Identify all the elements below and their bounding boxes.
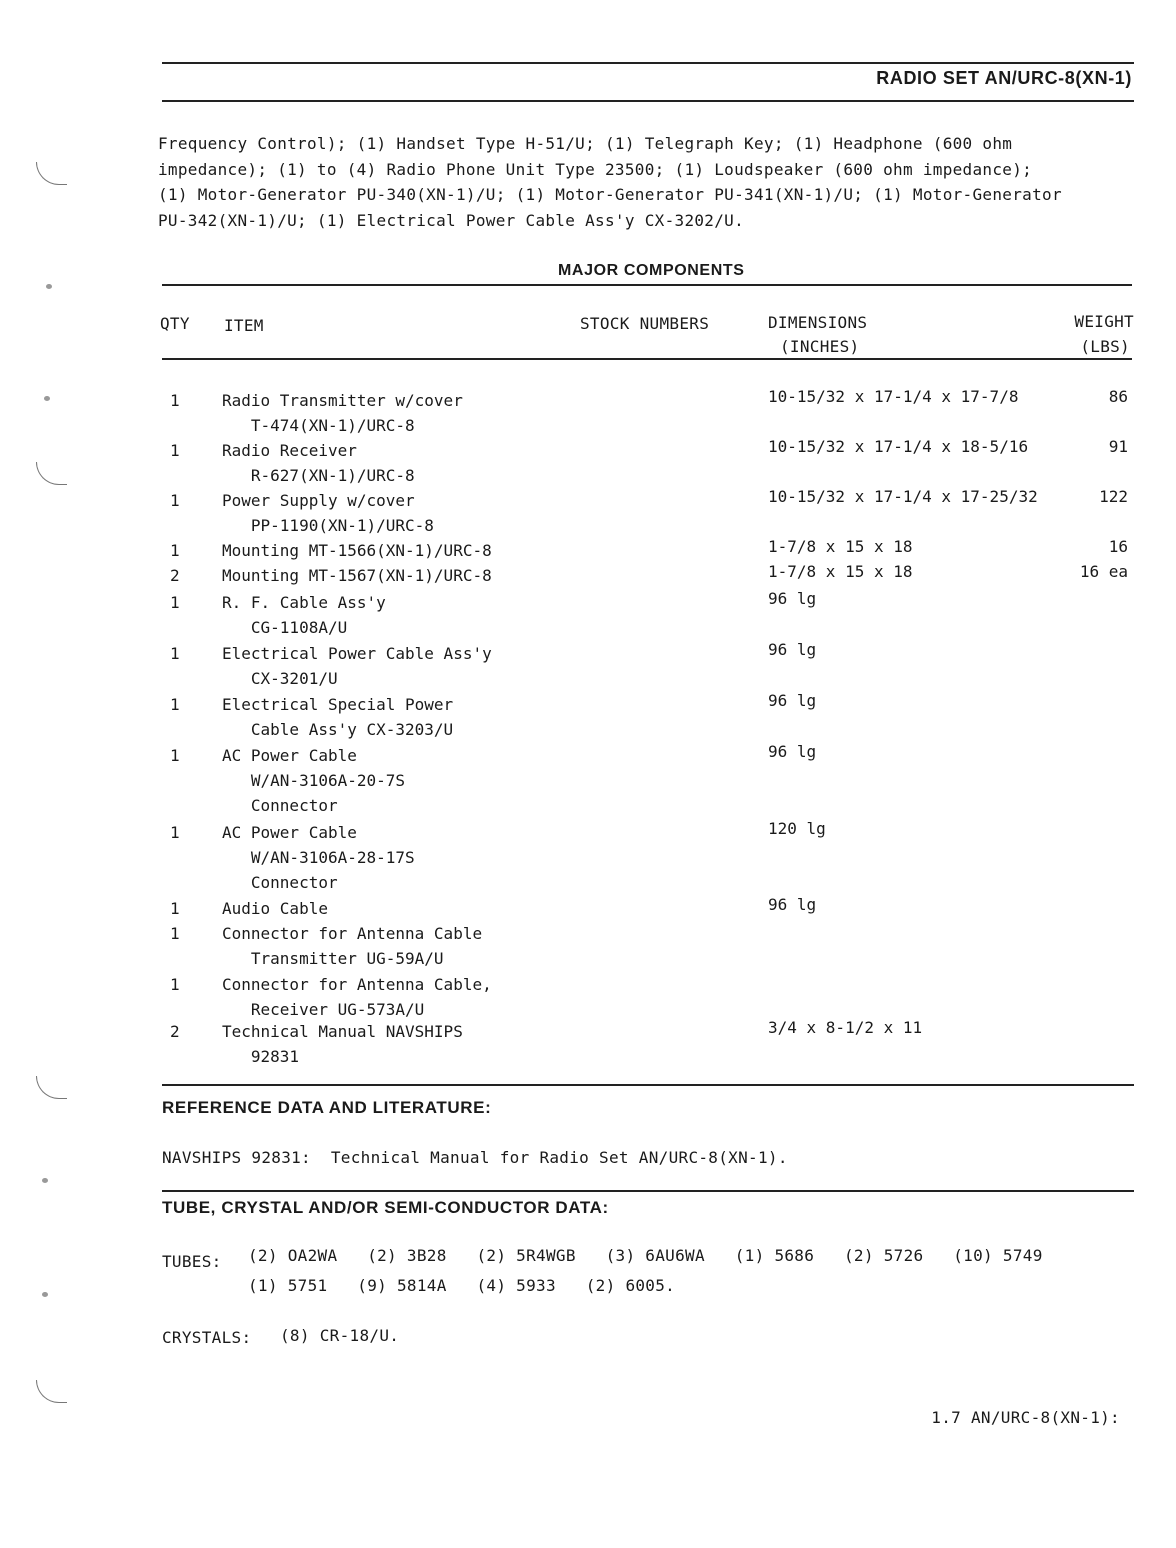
intro-line: Frequency Control); (1) Handset Type H-51/U; (1) Telegraph Key; (1) Headphone (600 ohm: [158, 134, 1013, 153]
header-weight-unit: (LBS): [1080, 337, 1130, 356]
page-footer: 1.7 AN/URC-8(XN-1):: [931, 1408, 1120, 1427]
row-qty: 1: [170, 441, 180, 460]
page-title: RADIO SET AN/URC-8(XN-1): [876, 68, 1132, 88]
scan-speck: [42, 1292, 48, 1297]
tubes-label: TUBES:: [162, 1252, 222, 1271]
header-weight: WEIGHT: [1074, 312, 1134, 331]
row-qty: 1: [170, 491, 180, 510]
tubes-line: (2) OA2WA (2) 3B28 (2) 5R4WGB (3) 6AU6WA (1) 5686 (2) 5726 (10) 5749: [248, 1246, 1043, 1265]
section-rule: [162, 1190, 1134, 1192]
row-qty: 1: [170, 391, 180, 410]
intro-line: impedance); (1) to (4) Radio Phone Unit Type 23500; (1) Loudspeaker (600 ohm impedance);: [158, 160, 1033, 179]
row-dimensions: 120 lg: [768, 819, 826, 838]
row-item: Radio Receiver R-627(XN-1)/URC-8: [222, 441, 415, 485]
row-qty: 1: [170, 924, 180, 943]
row-dimensions: 10-15/32 x 17-1/4 x 18-5/16: [768, 437, 1029, 456]
row-dimensions: 96 lg: [768, 589, 817, 608]
row-dimensions: 96 lg: [768, 640, 817, 659]
row-qty: 1: [170, 975, 180, 994]
row-item: Electrical Special Power Cable Ass'y CX-3203/U: [222, 695, 454, 739]
row-qty: 2: [170, 566, 180, 585]
binder-hole-mark: [36, 1076, 67, 1099]
header-dimensions-unit: (INCHES): [780, 337, 860, 356]
row-qty: 1: [170, 593, 180, 612]
row-dimensions: 1-7/8 x 15 x 18: [768, 537, 913, 556]
row-item: Connector for Antenna Cable Transmitter UG-59A/U: [222, 924, 483, 968]
row-qty: 1: [170, 541, 180, 560]
header-bottom-rule: [162, 100, 1134, 102]
row-weight: 16 ea: [1079, 562, 1128, 581]
binder-hole-mark: [36, 462, 67, 485]
header-stock-numbers: STOCK NUMBERS: [580, 314, 710, 333]
header-dimensions: DIMENSIONS: [768, 313, 868, 332]
binder-hole-mark: [36, 1380, 67, 1403]
components-title: MAJOR COMPONENTS: [558, 262, 745, 279]
row-dimensions: 3/4 x 8-1/2 x 11: [768, 1018, 923, 1037]
row-item: Technical Manual NAVSHIPS 92831: [222, 1022, 463, 1066]
reference-text: NAVSHIPS 92831: Technical Manual for Radio Set AN/URC-8(XN-1).: [162, 1148, 788, 1167]
row-item: Audio Cable: [222, 899, 328, 918]
row-item: AC Power Cable W/AN-3106A-28-17S Connector: [222, 823, 415, 892]
row-qty: 1: [170, 695, 180, 714]
row-item: Connector for Antenna Cable, Receiver UG-573A/U: [222, 975, 492, 1019]
row-item: Radio Transmitter w/cover T-474(XN-1)/URC-8: [222, 391, 463, 435]
row-item: Mounting MT-1566(XN-1)/URC-8: [222, 541, 492, 560]
scan-speck: [42, 1178, 48, 1183]
row-dimensions: 96 lg: [768, 742, 817, 761]
row-item: Mounting MT-1567(XN-1)/URC-8: [222, 566, 492, 585]
components-header-rule: [162, 358, 1132, 360]
row-item: AC Power Cable W/AN-3106A-20-7S Connector: [222, 746, 406, 815]
header-item: ITEM: [224, 316, 264, 335]
row-qty: 1: [170, 899, 180, 918]
header-top-rule: [162, 62, 1134, 64]
components-top-rule: [162, 284, 1132, 286]
row-weight: 16: [1108, 537, 1128, 556]
row-dimensions: 96 lg: [768, 895, 817, 914]
row-qty: 1: [170, 823, 180, 842]
crystals-value: (8) CR-18/U.: [280, 1326, 400, 1345]
row-weight: 122: [1099, 487, 1128, 506]
section-rule: [162, 1084, 1134, 1086]
row-item: R. F. Cable Ass'y CG-1108A/U: [222, 593, 386, 637]
row-qty: 1: [170, 644, 180, 663]
intro-line: PU-342(XN-1)/U; (1) Electrical Power Cable Ass'y CX-3202/U.: [158, 211, 745, 230]
binder-hole-mark: [36, 162, 67, 185]
row-dimensions: 10-15/32 x 17-1/4 x 17-7/8: [768, 387, 1019, 406]
tube-data-heading: TUBE, CRYSTAL AND/OR SEMI-CONDUCTOR DATA:: [162, 1198, 609, 1217]
row-dimensions: 10-15/32 x 17-1/4 x 17-25/32: [768, 487, 1038, 506]
crystals-label: CRYSTALS:: [162, 1328, 252, 1347]
row-weight: 91: [1108, 437, 1128, 456]
scan-speck: [46, 284, 52, 289]
row-qty: 2: [170, 1022, 180, 1041]
tubes-line: (1) 5751 (9) 5814A (4) 5933 (2) 6005.: [248, 1276, 676, 1295]
reference-heading: REFERENCE DATA AND LITERATURE:: [162, 1098, 492, 1117]
row-qty: 1: [170, 746, 180, 765]
row-dimensions: 1-7/8 x 15 x 18: [768, 562, 913, 581]
row-weight: 86: [1108, 387, 1128, 406]
row-item: Power Supply w/cover PP-1190(XN-1)/URC-8: [222, 491, 434, 535]
header-qty: QTY: [160, 314, 190, 333]
row-dimensions: 96 lg: [768, 691, 817, 710]
scan-speck: [44, 396, 50, 401]
row-item: Electrical Power Cable Ass'y CX-3201/U: [222, 644, 492, 688]
intro-line: (1) Motor-Generator PU-340(XN-1)/U; (1) Motor-Generator PU-341(XN-1)/U; (1) Motor-Generator: [158, 185, 1062, 204]
